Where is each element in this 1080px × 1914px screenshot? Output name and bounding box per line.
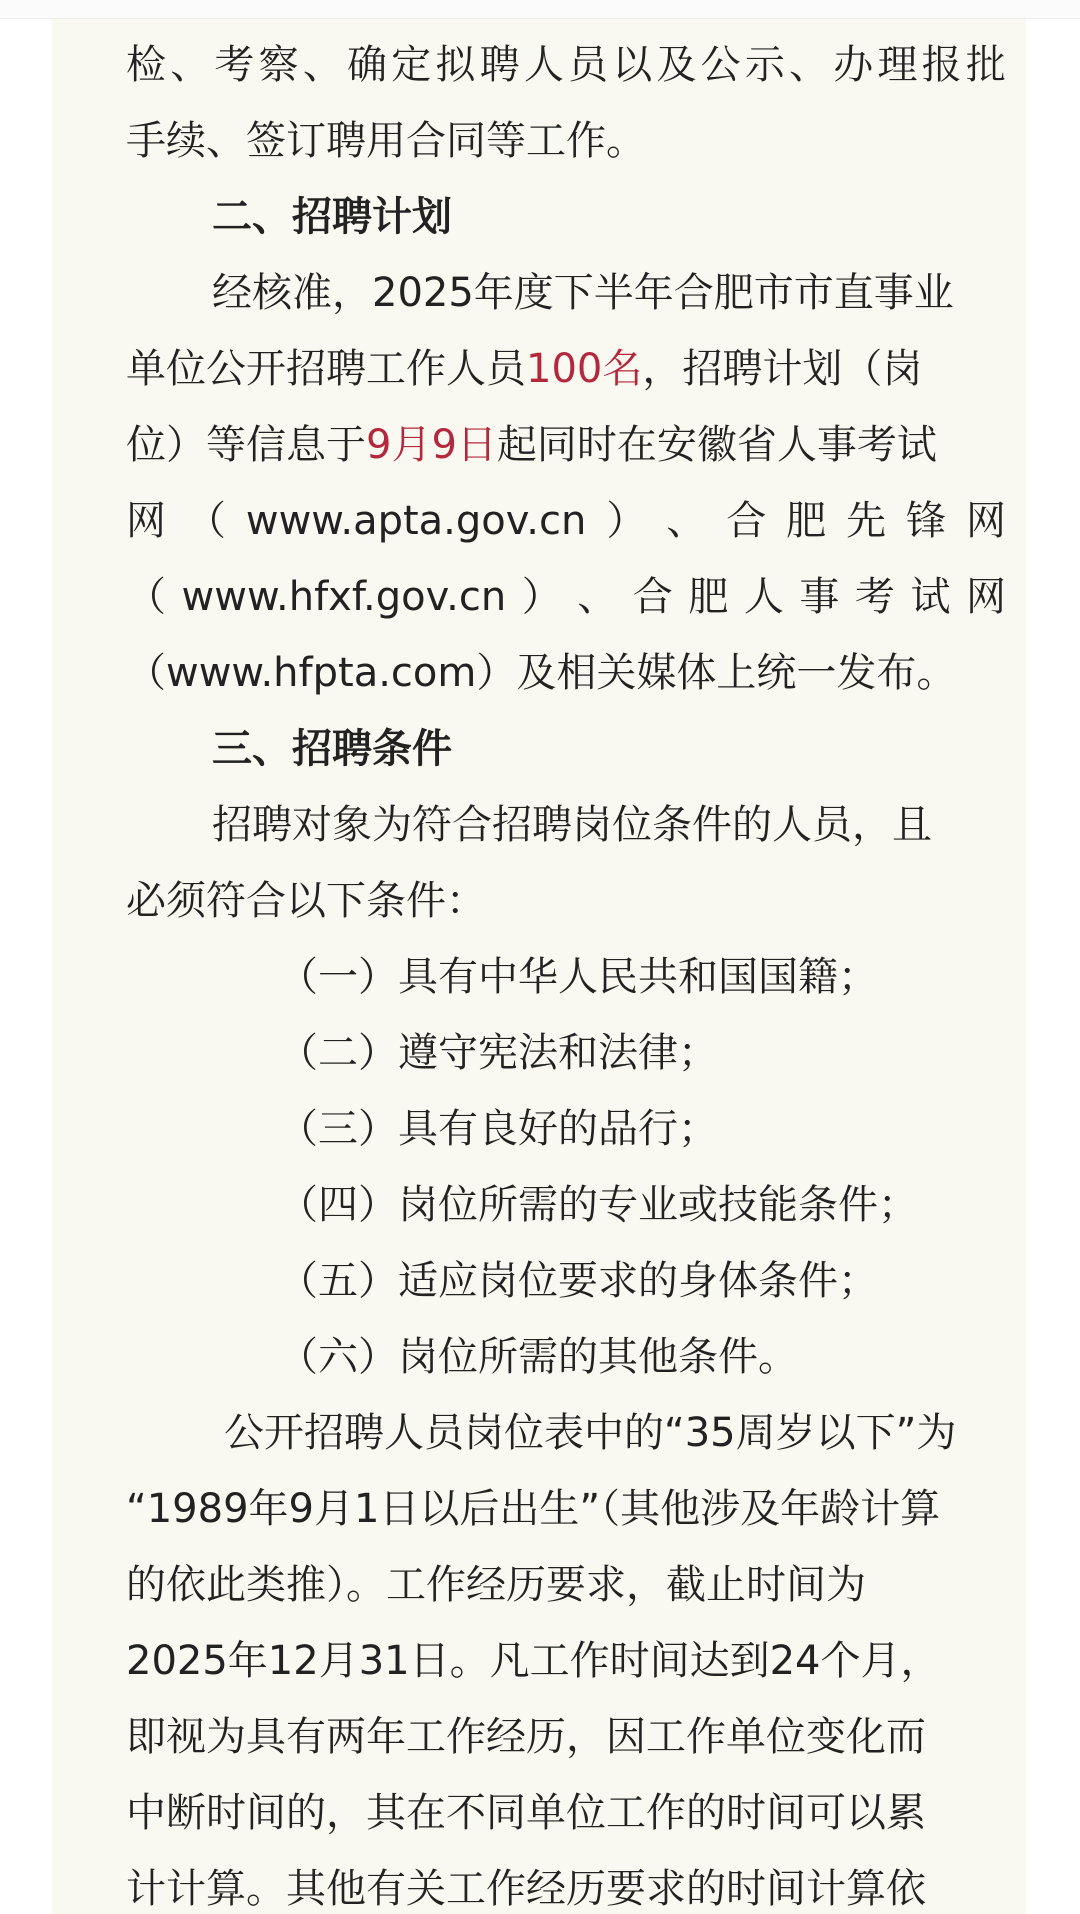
text-segment: 事 bbox=[799, 574, 840, 620]
website-link-apta[interactable]: www.apta.gov.cn bbox=[245, 498, 587, 544]
text-char: 及 bbox=[656, 42, 697, 88]
text-line: 公开招聘人员岗位表中的“35周岁以下”为 bbox=[224, 1410, 957, 1456]
text-char: 聘 bbox=[479, 42, 520, 88]
text-segment: 合 bbox=[632, 574, 673, 620]
text-line: 招聘对象为符合招聘岗位条件的人员，且 bbox=[212, 802, 932, 848]
text-char: 批 bbox=[965, 42, 1006, 88]
text-line bbox=[126, 407, 1006, 483]
text-segment: ） bbox=[521, 574, 562, 620]
text-line: 即视为具有两年工作经历，因工作单位变化而 bbox=[126, 1714, 926, 1760]
highlight-count: 100名 bbox=[526, 346, 643, 392]
text-segment: ，招聘计划（岗 bbox=[642, 346, 923, 392]
text-segment: 试 bbox=[910, 574, 951, 620]
section-heading-plan: 二、招聘计划 bbox=[212, 194, 452, 240]
text-char: 拟 bbox=[435, 42, 476, 88]
text-char: 察 bbox=[258, 42, 299, 88]
text-char: 定 bbox=[391, 42, 432, 88]
text-line: （www.hfpta.com）及相关媒体上统一发布。 bbox=[126, 650, 957, 696]
text-segment: （ bbox=[126, 574, 166, 620]
text-segment: 、 bbox=[577, 574, 618, 620]
article-body bbox=[52, 19, 1026, 1914]
text-segment: 肥 bbox=[688, 574, 729, 620]
text-segment: 起同时在安徽省人事考试 bbox=[496, 422, 937, 468]
text-char: 示 bbox=[744, 42, 785, 88]
text-segment: 锋 bbox=[906, 498, 946, 544]
text-line bbox=[126, 27, 1006, 103]
text-segment: （ bbox=[185, 498, 226, 544]
website-link-hfxf[interactable]: www.hfxf.gov.cn bbox=[181, 574, 507, 620]
text-char: 、 bbox=[170, 42, 211, 88]
section-heading-conditions: 三、招聘条件 bbox=[212, 726, 452, 772]
text-segment: 网 bbox=[965, 574, 1006, 620]
text-line bbox=[126, 559, 1006, 635]
top-divider bbox=[0, 0, 1080, 19]
text-char: 员 bbox=[568, 42, 609, 88]
text-char: 理 bbox=[877, 42, 918, 88]
condition-item: （五）适应岗位要求的身体条件； bbox=[278, 1258, 878, 1304]
text-char: 报 bbox=[921, 42, 962, 88]
text-segment: 合 bbox=[726, 498, 767, 544]
condition-item: （一）具有中华人民共和国国籍； bbox=[278, 954, 878, 1000]
highlight-date: 9月9日 bbox=[366, 422, 497, 468]
text-line: 必须符合以下条件： bbox=[126, 878, 486, 924]
text-char: 、 bbox=[302, 42, 343, 88]
text-segment: 先 bbox=[846, 498, 887, 544]
text-segment: 考 bbox=[854, 574, 895, 620]
text-line bbox=[126, 331, 1006, 407]
text-char: 确 bbox=[347, 42, 388, 88]
text-segment: 单位公开招聘工作人员 bbox=[126, 346, 526, 392]
condition-item: （六）岗位所需的其他条件。 bbox=[278, 1334, 798, 1380]
text-segment: ） bbox=[606, 498, 647, 544]
text-line: “1989年9月1日以后出生”（其他涉及年龄计算 bbox=[126, 1486, 941, 1532]
text-segment: 网 bbox=[126, 498, 166, 544]
text-segment: 位）等信息于 bbox=[126, 422, 366, 468]
text-line: 中断时间的，其在不同单位工作的时间可以累 bbox=[126, 1790, 926, 1836]
text-char: 以 bbox=[612, 42, 653, 88]
text-line: 2025年12月31日。凡工作时间达到24个月， bbox=[126, 1638, 941, 1684]
text-char: 考 bbox=[214, 42, 255, 88]
text-char: 公 bbox=[700, 42, 741, 88]
text-char: 办 bbox=[833, 42, 874, 88]
text-char: 人 bbox=[523, 42, 564, 88]
text-line: 经核准，2025年度下半年合肥市市直事业 bbox=[212, 270, 954, 316]
text-segment: 、 bbox=[666, 498, 707, 544]
text-line: 的依此类推）。工作经历要求，截止时间为 bbox=[126, 1562, 866, 1608]
text-segment: 人 bbox=[743, 574, 784, 620]
text-line: 计计算。其他有关工作经历要求的时间计算依 bbox=[126, 1866, 926, 1912]
text-char: 检 bbox=[126, 42, 166, 88]
condition-item: （四）岗位所需的专业或技能条件； bbox=[278, 1182, 918, 1228]
condition-item: （三）具有良好的品行； bbox=[278, 1106, 718, 1152]
text-char: 、 bbox=[789, 42, 830, 88]
text-line: 手续、签订聘用合同等工作。 bbox=[126, 118, 646, 164]
text-segment: 肥 bbox=[786, 498, 827, 544]
condition-item: （二）遵守宪法和法律； bbox=[278, 1030, 718, 1076]
text-line bbox=[126, 483, 1006, 559]
text-segment: 网 bbox=[965, 498, 1006, 544]
